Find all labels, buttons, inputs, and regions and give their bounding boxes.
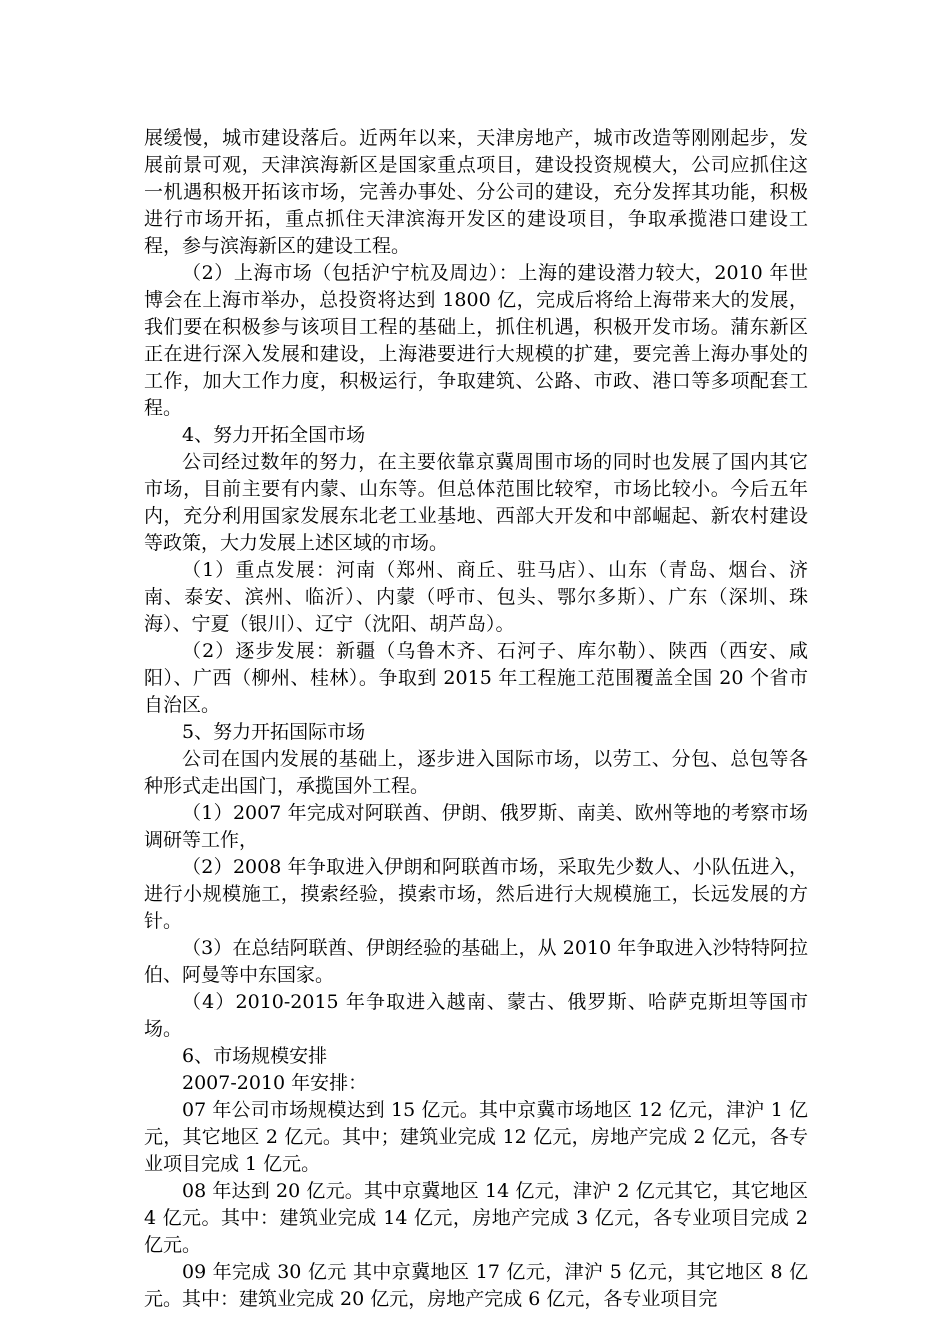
- paragraph-scale-2007: 07 年公司市场规模达到 15 亿元。其中京冀市场地区 12 亿元，津沪 1 亿元，其它地区 2 亿元。其中；建筑业完成 12 亿元，房地产完成 2 亿元，各专业项目完成 1 亿元。: [144, 1099, 808, 1175]
- section-heading-international-market: 5、努力开拓国际市场: [182, 721, 366, 743]
- paragraph-scale-2008: 08 年达到 20 亿元。其中京冀地区 14 亿元，津沪 2 亿元其它，其它地区 4 亿元。其中：建筑业完成 14 亿元，房地产完成 3 亿元，各专业项目完成 2 亿元。: [144, 1180, 808, 1256]
- document-body: [144, 125, 808, 1313]
- paragraph-key-development-regions: （1）重点发展：河南（郑州、商丘、驻马店）、山东（青岛、烟台、济南、泰安、滨州、临沂）、内蒙（呼市、包头、鄂尔多斯）、广东（深圳、珠海）、宁夏（银川）、辽宁（沈阳、胡芦岛）。: [144, 559, 808, 635]
- paragraph-scale-2009: 09 年完成 30 亿元 其中京冀地区 17 亿元，津沪 5 亿元，其它地区 8 亿元。其中：建筑业完成 20 亿元，房地产完成 6 亿元，各专业项目完: [144, 1261, 808, 1310]
- paragraph-gradual-development-regions: （2）逐步发展：新疆（乌鲁木齐、石河子、库尔勒）、陕西（西安、咸阳）、广西（柳州、桂林）。争取到 2015 年工程施工范围覆盖全国 20 个省市自治区。: [144, 640, 808, 716]
- paragraph-international-step-2008: （2）2008 年争取进入伊朗和阿联酋市场，采取先少数人、小队伍进入，进行小规模施工，摸索经验，摸索市场，然后进行大规模施工，长远发展的方针。: [144, 856, 808, 932]
- paragraph-tianjin-market-continued: 展缓慢，城市建设落后。近两年以来，天津房地产，城市改造等刚刚起步，发展前景可观，天津滨海新区是国家重点项目，建设投资规模大，公司应抓住这一机遇积极开拓该市场，完善办事处、分公司的建设，充分发挥其功能，积极进行市场开拓，重点抓住天津滨海开发区的建设项目，争取承揽港口建设工程，参与滨海新区的建设工程。: [144, 127, 808, 257]
- paragraph-international-step-2010-2015: （4）2010-2015 年争取进入越南、蒙古、俄罗斯、哈萨克斯坦等国市场。: [144, 991, 808, 1040]
- section-heading-national-market: 4、努力开拓全国市场: [182, 424, 366, 446]
- paragraph-international-step-2007: （1）2007 年完成对阿联酋、伊朗、俄罗斯、南美、欧州等地的考察市场调研等工作，: [144, 802, 808, 851]
- paragraph-national-market-overview: 公司经过数年的努力，在主要依靠京冀周围市场的同时也发展了国内其它市场，目前主要有内蒙、山东等。但总体范围比较窄，市场比较小。今后五年内，充分利用国家发展东北老工业基地、西部大开发和中部崛起、新农村建设等政策，大力发展上述区域的市场。: [144, 451, 808, 554]
- paragraph-international-step-2010: （3）在总结阿联酋、伊朗经验的基础上，从 2010 年争取进入沙特特阿拉伯、阿曼等中东国家。: [144, 937, 808, 986]
- section-heading-market-scale: 6、市场规模安排: [182, 1045, 328, 1067]
- paragraph-plan-period: 2007-2010 年安排：: [182, 1072, 368, 1094]
- paragraph-shanghai-market: （2）上海市场（包括沪宁杭及周边）：上海的建设潜力较大，2010 年世博会在上海市举办，总投资将达到 1800 亿，完成后将给上海带来大的发展，我们要在积极参与该项目工程的基础上，抓住机遇，积极开发市场。蒲东新区正在进行深入发展和建设，上海港要进行大规模的扩建，要完善上海办事处的工作，加大工作力度，积极运行，争取建筑、公路、市政、港口等多项配套工程。: [144, 262, 808, 419]
- paragraph-international-market-overview: 公司在国内发展的基础上，逐步进入国际市场，以劳工、分包、总包等各种形式走出国门，承揽国外工程。: [144, 748, 808, 797]
